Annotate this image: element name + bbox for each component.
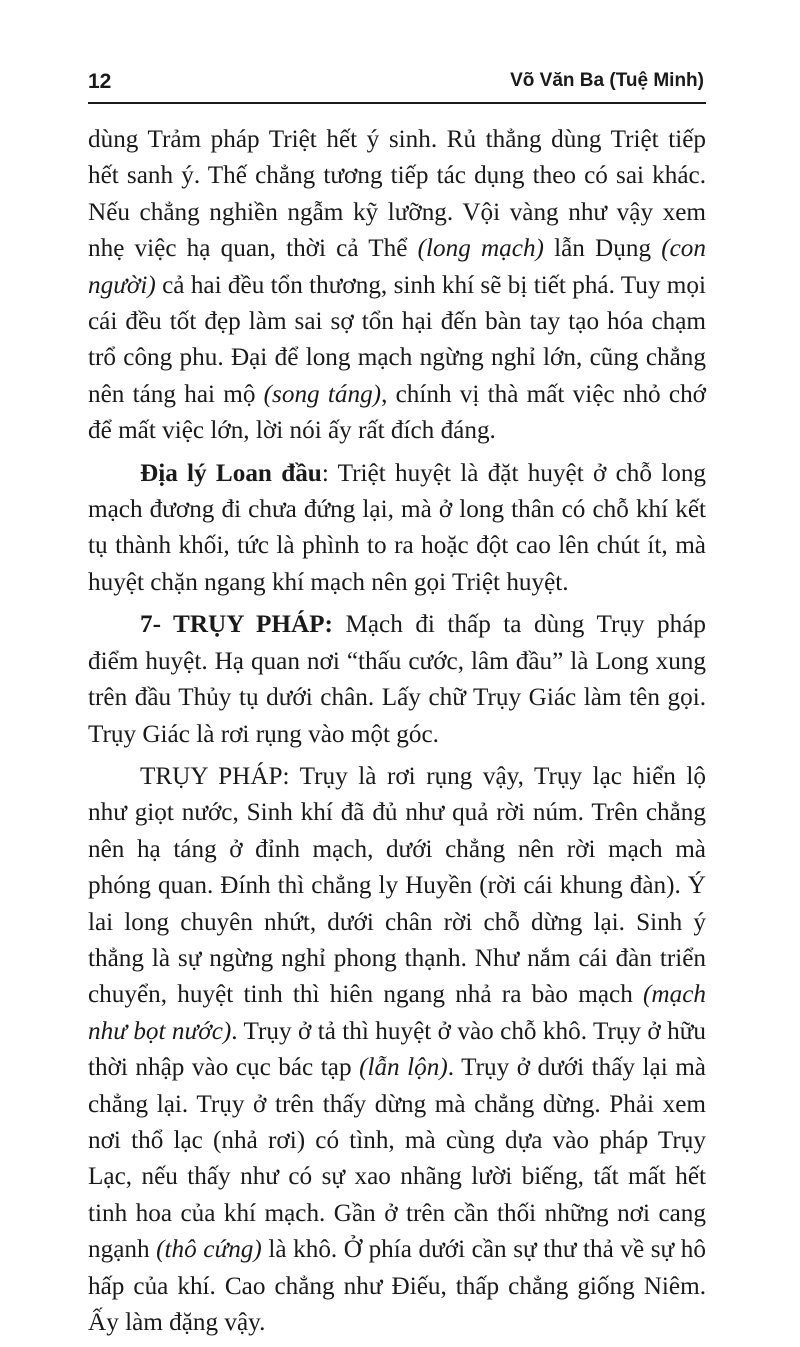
italic-note: (long mạch) — [417, 235, 544, 263]
text-span: dùng Trảm pháp Triệt hết ý sinh. Rủ thẳng dùng Triệt tiếp hết sanh ý. Thế chẳng tương tiếp tác dụng theo có sai khác. Nếu chẳng nghiền ngẫm kỹ lưỡng. Vội vàng như vậy xem nhẹ việc hạ quan, thời cả Thể — [88, 126, 706, 263]
paragraph-1 — [88, 122, 706, 450]
italic-note: (con người) — [88, 235, 706, 299]
text-span: là khô. Ở phía dưới cần sự thư thả về sự hô hấp của khí. Cao chẳng như Điếu, thấp chẳng giống Niêm. Ấy làm đặng vậy. — [88, 1236, 706, 1336]
text-span: cả hai đều tổn thương, sinh khí sẽ bị tiết phá. Tuy mọi cái đều tốt đẹp làm sai sợ tổn hại đến bàn tay tạo hóa chạm trổ công phu. Đại để long mạch ngừng nghỉ lớn, cũng chẳng nên táng hai mộ — [88, 271, 706, 408]
page-number: 12 — [88, 70, 112, 93]
text-span: Mạch đi thấp ta dùng Trụy pháp điểm huyệt. Hạ quan nơi “thấu cước, lâm đầu” là Long xung trên đầu Thủy tụ dưới chân. Lấy chữ Trụy Giác làm tên gọi. Trụy Giác là rơi rụng vào một góc. — [88, 611, 706, 748]
text-span: . Trụy ở dưới thấy lại mà chẳng lại. Trụy ở trên thấy dừng mà chẳng dừng. Phải xem nơi thổ lạc (nhả rơi) có tình, mà cùng dựa vào pháp Trụy Lạc, nếu thấy như có sự xao nhãng lười biếng, tất mất hết tinh hoa của khí mạch. Gần ở trên cần thối những nơi cang ngạnh — [88, 1054, 706, 1264]
text-span: . Trụy ở tả thì huyệt ở vào chỗ khô. Trụy ở hữu thời nhập vào cục bác tạp — [88, 1017, 706, 1082]
italic-note: (lẫn lộn) — [359, 1054, 448, 1082]
paragraph-4 — [88, 759, 706, 1342]
text-span: : Triệt huyệt là đặt huyệt ở chỗ long mạch đương đi chưa đứng lại, mà ở long thân có chỗ khí kết tụ thành khối, tức là phình to ra hoặc đột cao lên chút ít, mà huyệt chặn ngang khí mạch nên gọi Triệt huyệt. — [88, 459, 707, 596]
section-heading: 7- TRỤY PHÁP: — [140, 611, 333, 639]
bold-term: Địa lý Loan đầu — [140, 459, 322, 487]
italic-note: (song táng) — [263, 380, 382, 408]
paragraph-3 — [88, 607, 706, 753]
running-title: Võ Văn Ba (Tuệ Minh) — [510, 70, 704, 91]
page-body — [88, 122, 706, 1347]
text-span: lẫn Dụng — [543, 235, 662, 263]
page-header — [88, 62, 706, 104]
text-span: , chính vị thà mất việc nhỏ chớ để mất việc lớn, lời nói ấy rất đích đáng. — [88, 380, 706, 445]
italic-note: (mạch như bọt nước) — [88, 981, 706, 1045]
italic-note: (thô cứng) — [156, 1236, 262, 1264]
text-span: TRỤY PHÁP: Trụy là rơi rụng vậy, Trụy lạc hiển lộ như giọt nước, Sinh khí đã đủ như quả rời núm. Trên chẳng nên hạ táng ở đỉnh mạch, dưới chẳng nên rời mạch mà phóng quan. Đính thì chẳng ly Huyền (rời cái khung đàn). Ý lai long chuyên nhứt, dưới chân rời chỗ dừng lại. Sinh ý thẳng là sự ngừng nghỉ phong thạnh. Như nắm cái đàn triển chuyển, huyệt tinh thì hiên ngang nhả ra bào mạch — [88, 762, 706, 1009]
paragraph-2 — [88, 456, 706, 602]
